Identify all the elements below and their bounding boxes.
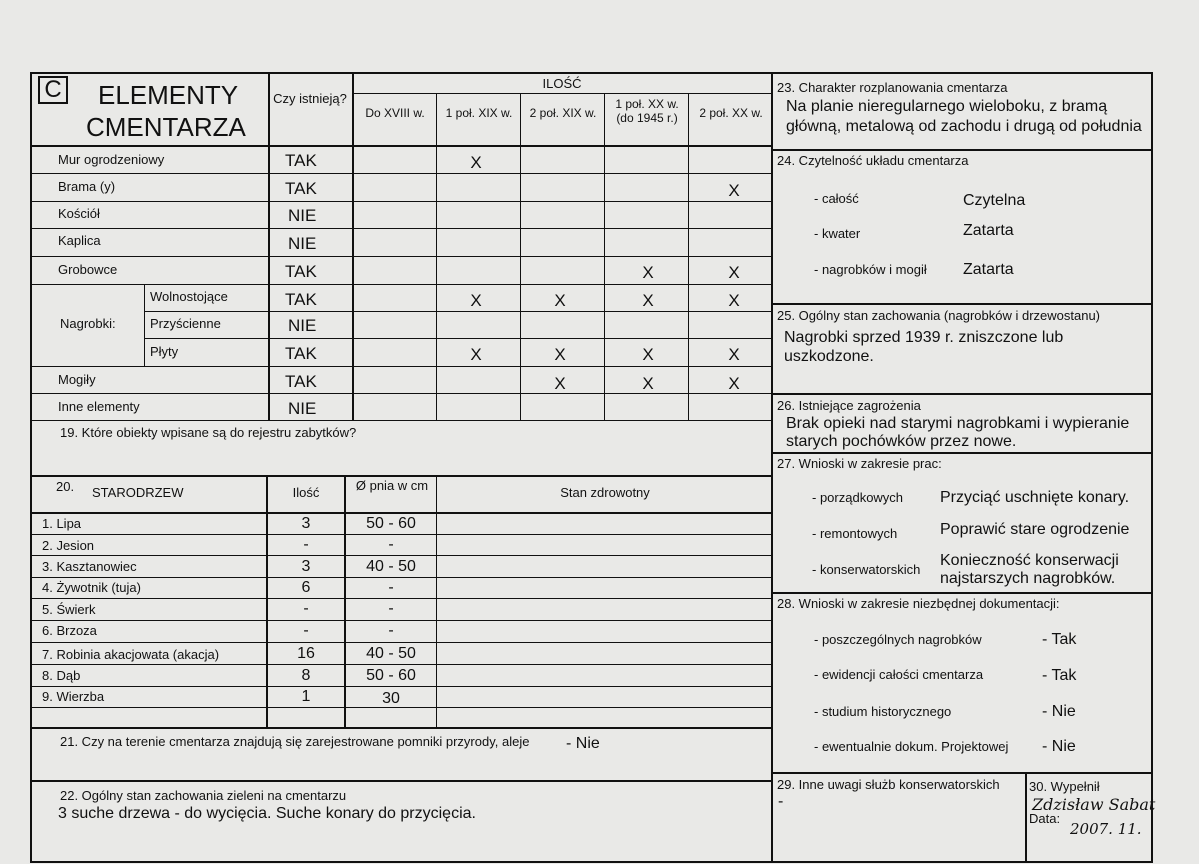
trees-col-count: Ilość [292,485,320,500]
q19-label: 19. Które obiekty wpisane są do rejestru zabytków? [60,425,357,440]
title-line1: ELEMENTY [98,80,239,110]
line-h-q28-bottom [771,772,1153,774]
tree-diameter: 40 - 50 [366,645,416,662]
row-line [30,228,772,229]
line-v-q29-q30 [1025,772,1027,862]
q29-label: 29. Inne uwagi służb konserwatorskich [777,777,1000,792]
element-label: Mur ogrodzeniowy [58,152,165,167]
q27-item-value: Przyciąć uschnięte konary. [940,489,1130,506]
element-exists: TAK [285,262,317,281]
q22-label: 22. Ogólny stan zachowania zieleni na cmentarzu [60,788,347,803]
q28-item-label: - ewentualnie dokum. Projektowej [814,739,1009,754]
q27-item-label: - remontowych [812,526,898,541]
row-line [30,201,772,202]
q28-item-value: - Tak [1042,667,1077,684]
tree-name: 4. Żywotnik (tuja) [42,580,141,595]
element-exists: TAK [285,344,317,363]
q27-item-value2: najstarszych nagrobków. [940,570,1116,587]
trees-line-header [30,512,772,514]
q30-name: Zdzisław Sabat [1032,795,1156,814]
q24-item-value: Zatarta [963,222,1014,239]
element-mark: X [642,374,654,393]
tree-count: - [303,536,309,553]
element-mark: X [642,291,654,310]
element-label: Brama (y) [58,179,116,194]
line-v-p1 [352,72,354,420]
q26-answer-line1: Brak opieki nad starymi nagrobkami i wypieranie [786,415,1130,432]
tree-count: 16 [297,645,315,662]
q27-item-label: - konserwatorskich [812,562,921,577]
row-line [30,420,772,421]
tree-diameter: 50 - 60 [366,515,416,532]
element-exists: NIE [288,206,317,225]
q27-item-value: Konieczność konserwacji [940,552,1119,569]
tree-count: 3 [301,515,311,532]
q20-number: 20. [56,479,75,494]
q28-item-label: - ewidencji całości cmentarza [814,667,984,682]
tree-count: 1 [301,688,311,705]
period-header-0: Do XVIII w. [365,106,425,120]
row-line [30,642,772,643]
element-label: Kościół [58,206,100,221]
line-h-q21-bottom [30,780,772,782]
row-line [30,598,772,599]
q25-answer-line1: Nagrobki sprzed 1939 r. zniszczone lub [784,329,1064,346]
row-line [144,311,772,312]
q24-item-label: - całość [814,191,859,206]
line-h-q25-bottom [771,393,1153,395]
q23-label: 23. Charakter rozplanowania cmentarza [777,80,1008,95]
element-label: Mogiły [58,372,96,387]
col-quantity-header: ILOŚĆ [542,76,582,91]
line-h-quantity [352,93,772,94]
section-letter: C [44,76,62,103]
tree-name: 2. Jesion [42,538,95,553]
row-line [30,664,772,665]
frame-bottom [30,861,1153,863]
line-h-q26-bottom [771,452,1153,454]
element-mark: X [554,291,566,310]
period-header-1: 1 poł. XIX w. [445,106,513,120]
col-exists-header: Czy istnieją? [273,91,347,106]
period-header-3: 1 poł. XX w. (do 1945 r.) [615,97,679,125]
trees-col-health: Stan zdrowotny [560,485,650,500]
q27-item-label: - porządkowych [812,490,904,505]
tree-count: - [303,600,309,617]
q28-item-value: - Nie [1042,738,1076,755]
element-exists: NIE [288,399,317,418]
element-mark: X [728,181,740,200]
q28-item-value: - Nie [1042,703,1076,720]
nagrobki-divider [144,284,145,366]
q28-item-label: - studium historycznego [814,704,952,719]
element-label: Płyty [150,344,179,359]
frame-left [30,72,32,862]
q22-answer: 3 suche drzewa - do wycięcia. Suche konary do przycięcia. [58,805,476,822]
element-mark: X [554,374,566,393]
frame-right [1151,72,1153,862]
element-label: Kaplica [58,233,101,248]
element-label: Inne elementy [58,399,140,414]
period-header-4: 2 poł. XX w. [699,106,763,120]
tree-diameter: - [388,579,394,596]
q26-label: 26. Istniejące zagrożenia [777,398,921,413]
q28-item-label: - poszczególnych nagrobków [814,632,982,647]
element-mark: X [470,345,482,364]
q27-item-value: Poprawić stare ogrodzenie [940,521,1130,538]
element-mark: X [642,263,654,282]
q23-answer-line2: główną, metalową od zachodu i drugą od południa [786,118,1142,135]
section-letter-box [38,76,68,104]
tree-name: 6. Brzoza [42,623,97,638]
tree-count: 6 [301,579,311,596]
tree-diameter: 50 - 60 [366,667,416,684]
q30-date: 2007. 11. [1070,820,1142,838]
q21-answer: - Nie [566,735,600,752]
line-h-q19-bottom [30,475,772,477]
period-header-2: 2 poł. XIX w. [529,106,597,120]
q25-label: 25. Ogólny stan zachowania (nagrobków i drzewostanu) [777,308,1101,323]
trees-col-diameter: Ø pnia w cm [355,478,429,493]
row-line [30,577,772,578]
tree-name: 1. Lipa [42,516,82,531]
element-exists: TAK [285,372,317,391]
element-exists: TAK [285,290,317,309]
q24-item-value: Czytelna [963,192,1026,209]
element-exists: NIE [288,316,317,335]
element-exists: TAK [285,151,317,170]
q30-label: 30. Wypełnił [1029,779,1100,794]
tree-count: 8 [301,667,311,684]
q21-label: 21. Czy na terenie cmentarza znajdują się zarejestrowane pomniki przyrody, aleje [60,734,530,749]
element-mark: X [728,291,740,310]
row-line [144,338,772,339]
row-line [30,256,772,257]
line-h-q27-bottom [771,592,1153,594]
tree-count: 3 [301,558,311,575]
tree-diameter: - [388,600,394,617]
row-line [30,620,772,621]
element-mark: X [728,374,740,393]
q28-label: 28. Wnioski w zakresie niezbędnej dokumentacji: [777,596,1060,611]
line-h-q24-bottom [771,303,1153,305]
row-line [30,284,772,285]
tree-diameter: - [388,622,394,639]
row-line [30,555,772,556]
frame-top [30,72,1153,74]
tree-diameter: 30 [382,690,400,707]
q30-date-label: Data: [1029,811,1061,826]
tree-count: - [303,622,309,639]
tree-name: 9. Wierzba [42,689,105,704]
element-exists: TAK [285,179,317,198]
q26-answer-line2: starych pochówków przez nowe. [786,433,1017,450]
line-v-exists [268,72,270,420]
element-mark: X [554,345,566,364]
element-mark: X [642,345,654,364]
q27-label: 27. Wnioski w zakresie prac: [777,456,942,471]
q28-item-value: - Tak [1042,631,1077,648]
tree-diameter: 40 - 50 [366,558,416,575]
trees-line-bottom [30,727,772,729]
element-label: Wolnostojące [150,289,228,304]
element-mark: X [470,153,482,172]
q20-title: STARODRZEW [92,485,184,500]
row-line [30,534,772,535]
row-line [30,173,772,174]
tree-name: 7. Robinia akacjowata (akacja) [42,647,220,662]
q24-item-value: Zatarta [963,261,1014,278]
element-mark: X [728,345,740,364]
row-line [30,686,772,687]
q24-item-label: - kwater [814,226,861,241]
row-line [30,366,772,367]
line-h-q23-bottom [771,149,1153,151]
q23-answer-line1: Na planie nieregularnego wieloboku, z bramą [786,98,1108,115]
tree-name: 5. Świerk [42,602,96,617]
tree-name: 3. Kasztanowiec [42,559,137,574]
q25-answer-line2: uszkodzone. [784,348,874,365]
element-exists: NIE [288,234,317,253]
element-label: Grobowce [58,262,118,277]
element-mark: X [470,291,482,310]
q29-answer: - [778,793,784,810]
tree-name: 8. Dąb [42,668,81,683]
column-divider [771,72,773,862]
title-line2: CMENTARZA [86,112,246,142]
nagrobki-label: Nagrobki: [60,316,116,331]
q24-item-label: - nagrobków i mogił [814,262,927,277]
line-h-header-bottom [30,145,772,147]
element-mark: X [728,263,740,282]
tree-diameter: - [388,536,394,553]
element-label: Przyścienne [150,316,221,331]
q24-label: 24. Czytelność układu cmentarza [777,153,969,168]
